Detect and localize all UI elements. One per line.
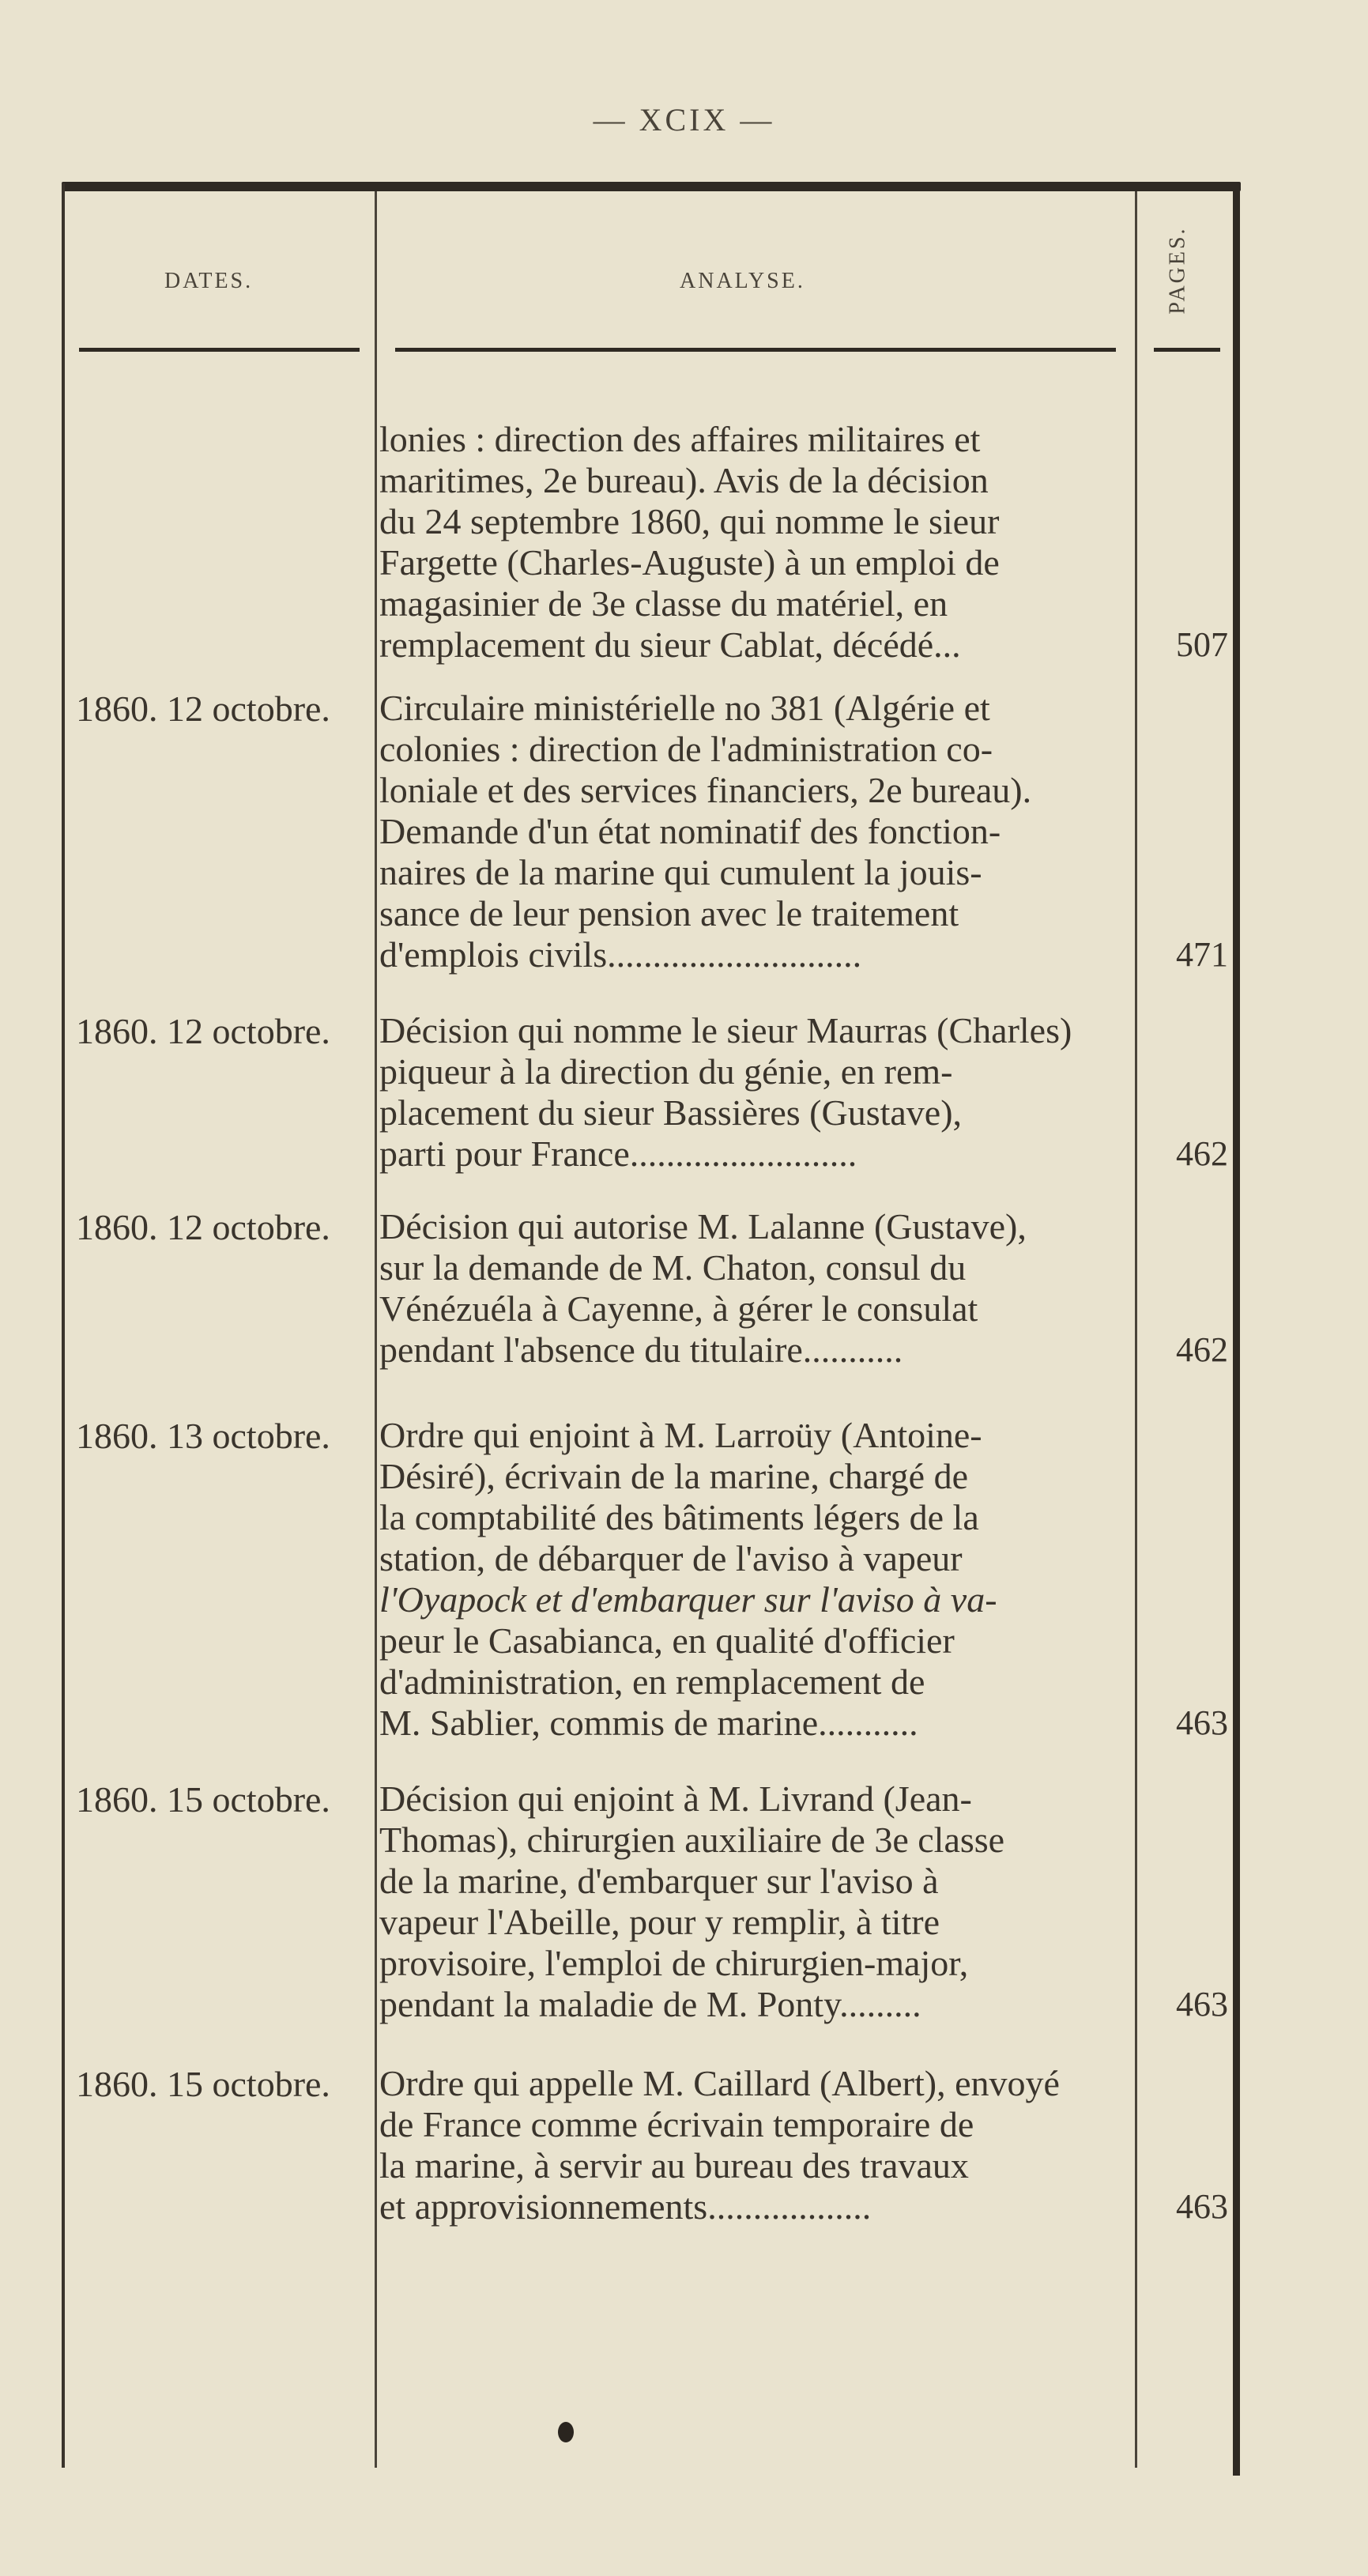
entry-date: 1860. 12 octobre. (76, 688, 330, 729)
analysis-line: Circulaire ministérielle no 381 (Algérie et (379, 688, 990, 728)
analysis-line: l'Oyapock et d'embarquer sur l'aviso à va- (379, 1579, 997, 1620)
header-underline-analysis (395, 348, 1116, 352)
column-divider-dates (375, 191, 377, 2468)
entry-date: 1860. 15 octobre. (76, 1779, 330, 1820)
analysis-line: vapeur l'Abeille, pour y remplir, à titre (379, 1902, 940, 1942)
entry-page: 471 (1176, 935, 1228, 974)
analysis-line: lonies : direction des affaires militaires et (379, 419, 981, 459)
entry-analysis (379, 1778, 1122, 2025)
analysis-line: et approvisionnements.................. (379, 2186, 872, 2227)
analysis-line: provisoire, l'emploi de chirurgien-major, (379, 1943, 969, 1983)
analysis-line: naires de la marine qui cumulent la jouis- (379, 852, 982, 892)
column-divider-pages (1135, 191, 1137, 2468)
entry-date: 1860. 12 octobre. (76, 1011, 330, 1051)
header-dates: DATES. (164, 269, 254, 293)
analysis-line: de France comme écrivain temporaire de (379, 2104, 974, 2144)
entry-analysis (379, 419, 1122, 666)
entry-analysis (379, 1010, 1122, 1175)
analysis-line: la marine, à servir au bureau des travaux (379, 2145, 969, 2186)
analysis-line: piqueur à la direction du génie, en rem- (379, 1051, 953, 1092)
header-analysis: ANALYSE. (680, 269, 805, 293)
table-right-rule (1233, 183, 1240, 2476)
analysis-line: Thomas), chirurgien auxiliaire de 3e classe (379, 1820, 1005, 1860)
analysis-line: remplacement du sieur Cablat, décédé... (379, 624, 961, 665)
header-underline-pages (1154, 348, 1220, 352)
analysis-line: Vénézuéla à Cayenne, à gérer le consulat (379, 1288, 978, 1329)
analysis-line: d'emplois civils............................ (379, 934, 862, 975)
entry-date: 1860. 12 octobre. (76, 1207, 330, 1247)
entry-page: 463 (1176, 2187, 1228, 2226)
entry-page: 463 (1176, 1703, 1228, 1742)
entry-page: 463 (1176, 1985, 1228, 2023)
entry-page: 462 (1176, 1330, 1228, 1369)
analysis-line: Fargette (Charles-Auguste) à un emploi de (379, 542, 1000, 583)
analysis-line: station, de débarquer de l'aviso à vapeur (379, 1538, 963, 1578)
analysis-line: sur la demande de M. Chaton, consul du (379, 1247, 967, 1288)
analysis-line: Décision qui enjoint à M. Livrand (Jean- (379, 1778, 972, 1819)
analysis-line: Demande d'un état nominatif des fonction- (379, 811, 1001, 851)
analysis-line: pendant l'absence du titulaire........... (379, 1329, 903, 1370)
analysis-line: Ordre qui enjoint à M. Larroüy (Antoine- (379, 1415, 982, 1455)
entry-analysis (379, 2063, 1122, 2227)
analysis-line: magasinier de 3e classe du matériel, en (379, 583, 948, 624)
page-number: — XCIX — (593, 102, 775, 138)
entry-analysis (379, 1206, 1122, 1371)
analysis-line: colonies : direction de l'administration co- (379, 729, 993, 769)
entry-date: 1860. 13 octobre. (76, 1416, 330, 1456)
analysis-line: parti pour France......................... (379, 1133, 857, 1174)
analysis-line: sance de leur pension avec le traitement (379, 893, 959, 933)
entry-analysis (379, 688, 1122, 975)
analysis-line: pendant la maladie de M. Ponty......... (379, 1984, 921, 2024)
analysis-line: M. Sablier, commis de marine........... (379, 1703, 918, 1743)
analysis-line: la comptabilité des bâtiments légers de la (379, 1497, 979, 1537)
entry-page: 507 (1176, 625, 1228, 664)
analysis-line: Décision qui nomme le sieur Maurras (Charles) (379, 1010, 1072, 1050)
analysis-line: du 24 septembre 1860, qui nomme le sieur (379, 501, 1000, 541)
analysis-line: maritimes, 2e bureau). Avis de la décision (379, 460, 989, 500)
analysis-line: loniale et des services financiers, 2e bureau). (379, 770, 1032, 810)
header-pages-cell (1135, 207, 1222, 334)
ink-blot (558, 2422, 574, 2442)
entry-date: 1860. 15 octobre. (76, 2064, 330, 2104)
analysis-line: d'administration, en remplacement de (379, 1661, 925, 1702)
analysis-line: Décision qui autorise M. Lalanne (Gustave), (379, 1206, 1027, 1247)
entry-analysis (379, 1415, 1122, 1744)
entry-page: 462 (1176, 1134, 1228, 1173)
analysis-line: de la marine, d'embarquer sur l'aviso à (379, 1861, 939, 1901)
analysis-line: Ordre qui appelle M. Caillard (Albert), envoyé (379, 2063, 1060, 2103)
analysis-line: peur le Casabianca, en qualité d'officier (379, 1620, 955, 1661)
header-pages: PAGES. (1166, 226, 1190, 315)
header-underline-dates (79, 348, 360, 352)
analysis-line: Désiré), écrivain de la marine, chargé de (379, 1456, 968, 1496)
analysis-line: placement du sieur Bassières (Gustave), (379, 1092, 963, 1133)
